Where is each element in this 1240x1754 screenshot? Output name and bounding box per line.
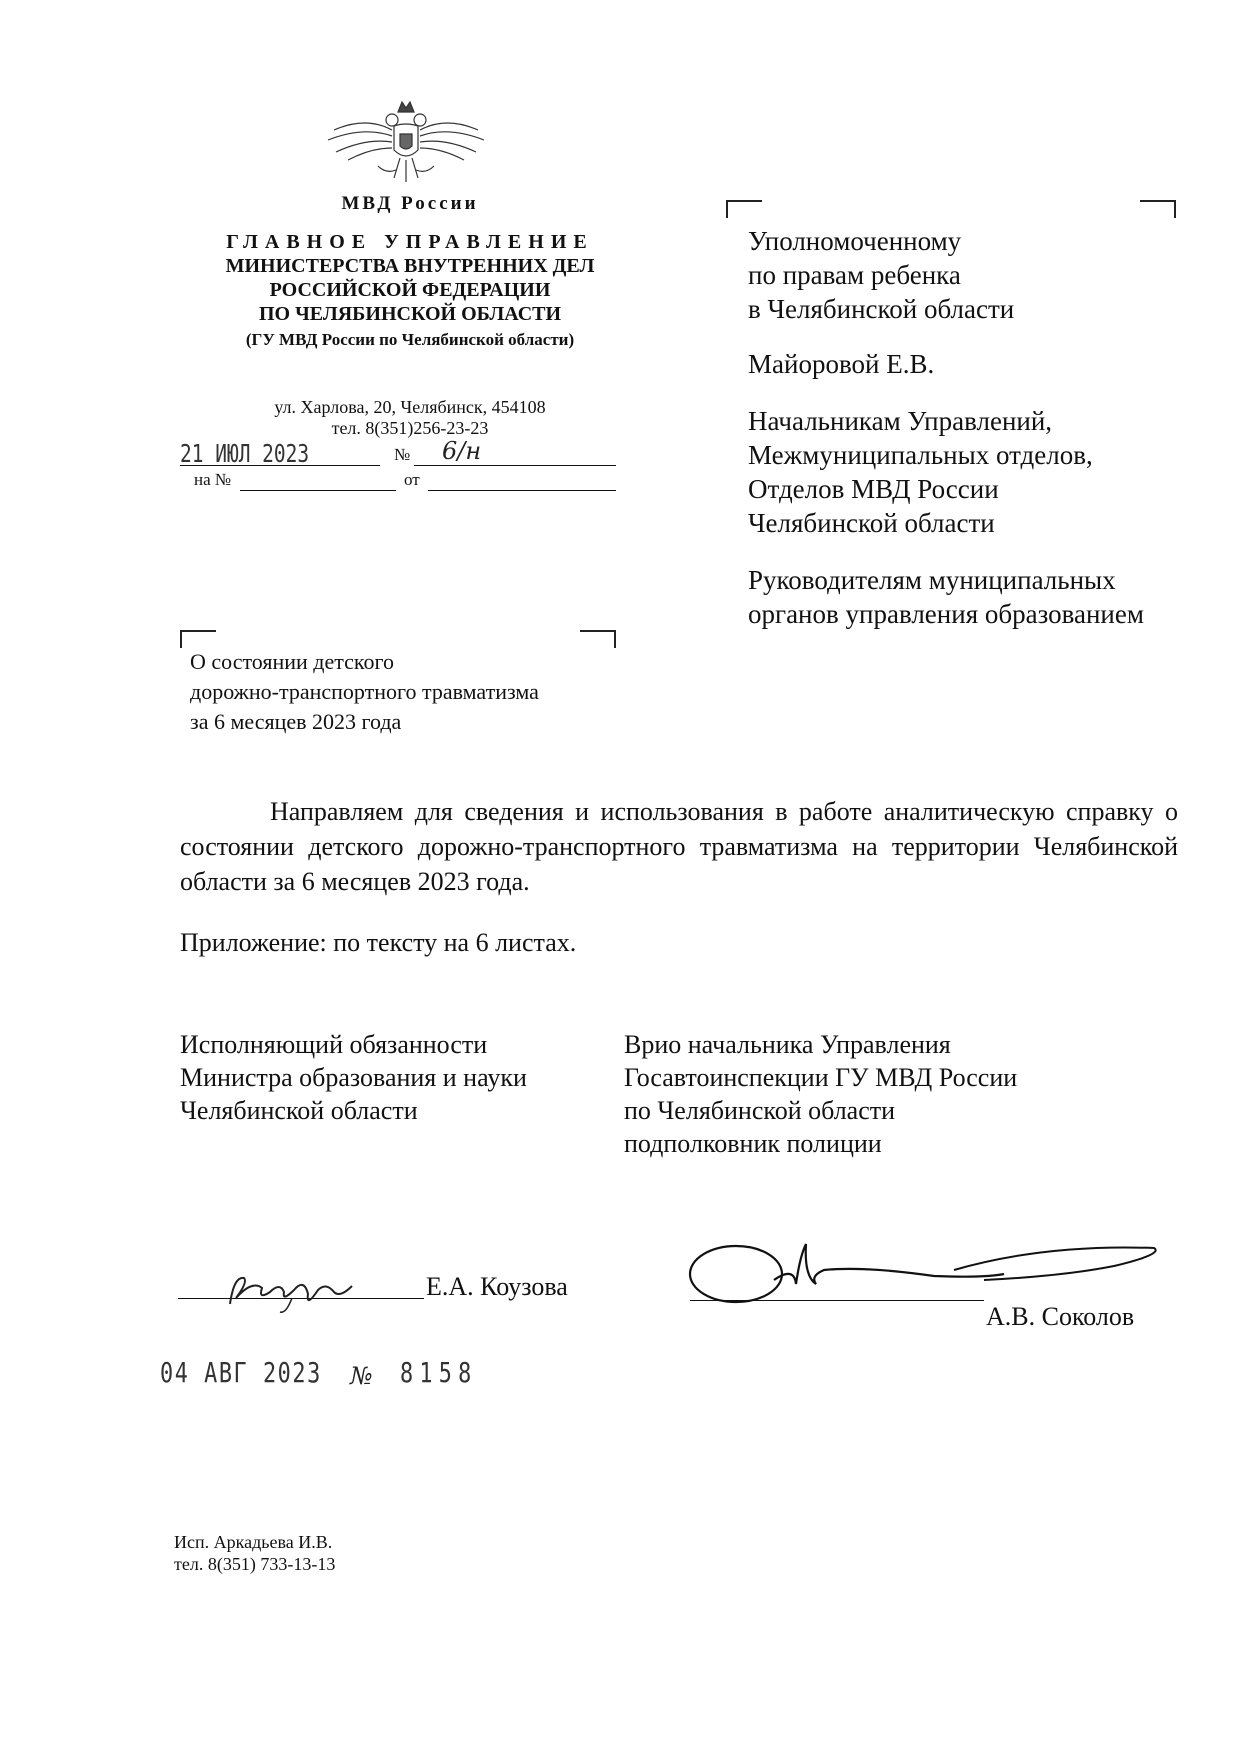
letterhead-address: ул. Харлова, 20, Челябинск, 454108 [274, 397, 546, 417]
subject-line: О состоянии детского [190, 649, 394, 674]
registration-number-line [414, 437, 616, 466]
addressee-line: Отделов МВД России [748, 474, 999, 504]
executor-phone: тел. 8(351) 733-13-13 [174, 1554, 336, 1574]
addressee-line: Челябинской области [748, 508, 995, 538]
addressee-line: Начальникам Управлений, [748, 406, 1053, 436]
letterhead-region: ПО ЧЕЛЯБИНСКОЙ ОБЛАСТИ [258, 303, 562, 325]
addressee-line: Уполномоченному [748, 226, 962, 256]
registration-date-stamp: 21 ИЮЛ 2023 [180, 439, 310, 468]
role-line: Госавтоинспекции ГУ МВД России [624, 1063, 1018, 1092]
executor-info [174, 1531, 335, 1575]
role-line: Челябинской области [180, 1096, 418, 1125]
left-signatory-name: Е.А. Коузова [426, 1272, 568, 1301]
outgoing-date-stamp: 04 АВГ 2023 [160, 1356, 322, 1389]
registration-number-value: 6/н [442, 437, 482, 465]
letter-subject [190, 647, 610, 737]
reply-to-line [240, 468, 396, 491]
letterhead-agency: МВД России [341, 193, 479, 214]
subject-corner-left [180, 630, 216, 648]
addressee-block-police [748, 404, 1208, 540]
right-signatory-name: А.В. Соколов [986, 1302, 1135, 1331]
addressee-block-ombudsman [748, 224, 1208, 326]
addressee-line: по правам ребенка [748, 260, 961, 290]
left-handwritten-signature [222, 1268, 362, 1316]
addressee-line: Майоровой Е.В. [748, 349, 935, 379]
addressee-line: органов управления образованием [748, 599, 1144, 629]
addressee-line: в Челябинской области [748, 294, 1015, 324]
letterhead-directorate: ГЛАВНОЕ УПРАВЛЕНИЕ [226, 231, 594, 253]
addressee-line: Межмуниципальных отделов, [748, 440, 1093, 470]
role-line: подполковник полиции [624, 1129, 882, 1158]
addressee-block-education [748, 563, 1208, 631]
role-line: Врио начальника Управления [624, 1030, 951, 1059]
addressee-block-name [748, 347, 1208, 381]
reply-to-label: на № [194, 470, 232, 489]
body-paragraph: Направляем для сведения и использования в работе аналитическую справку о состоянии детского дорожно-транспортного травматизма на территории Челябинской области за 6 месяцев 2023 года. [180, 797, 1178, 896]
outgoing-number: 8158 [400, 1356, 478, 1389]
addressee-line: Руководителям муниципальных [748, 565, 1116, 595]
outgoing-number-label: № [350, 1362, 373, 1390]
role-line: Министра образования и науки [180, 1063, 527, 1092]
subject-line: за 6 месяцев 2023 года [190, 709, 402, 734]
registration-date-line [180, 439, 380, 468]
mvd-emblem-icon [316, 96, 496, 188]
executor-name: Исп. Аркадьева И.В. [174, 1532, 333, 1552]
from-label: от [404, 470, 420, 489]
subject-line: дорожно-транспортного травматизма [190, 679, 539, 704]
signatory-left-role [180, 1028, 610, 1127]
addressee-corner-right [1140, 200, 1176, 218]
role-line: Исполняющий обязанности [180, 1030, 488, 1059]
signatory-right-role [624, 1028, 1184, 1160]
role-line: по Челябинской области [624, 1096, 896, 1125]
addressee-corner-left [726, 200, 762, 218]
letterhead-abbreviation: (ГУ МВД России по Челябинской области) [245, 330, 575, 349]
from-line [428, 468, 616, 491]
letterhead-federation: РОССИЙСКОЙ ФЕДЕРАЦИИ [269, 279, 551, 301]
attachment-note: Приложение: по тексту на 6 листах. [180, 928, 577, 957]
registration-number-label: № [394, 445, 411, 464]
letterhead-phone: тел. 8(351)256-23-23 [331, 418, 489, 438]
subject-corner-right [580, 630, 616, 648]
letterhead-ministry: МИНИСТЕРСТВА ВНУТРЕННИХ ДЕЛ [225, 255, 595, 277]
